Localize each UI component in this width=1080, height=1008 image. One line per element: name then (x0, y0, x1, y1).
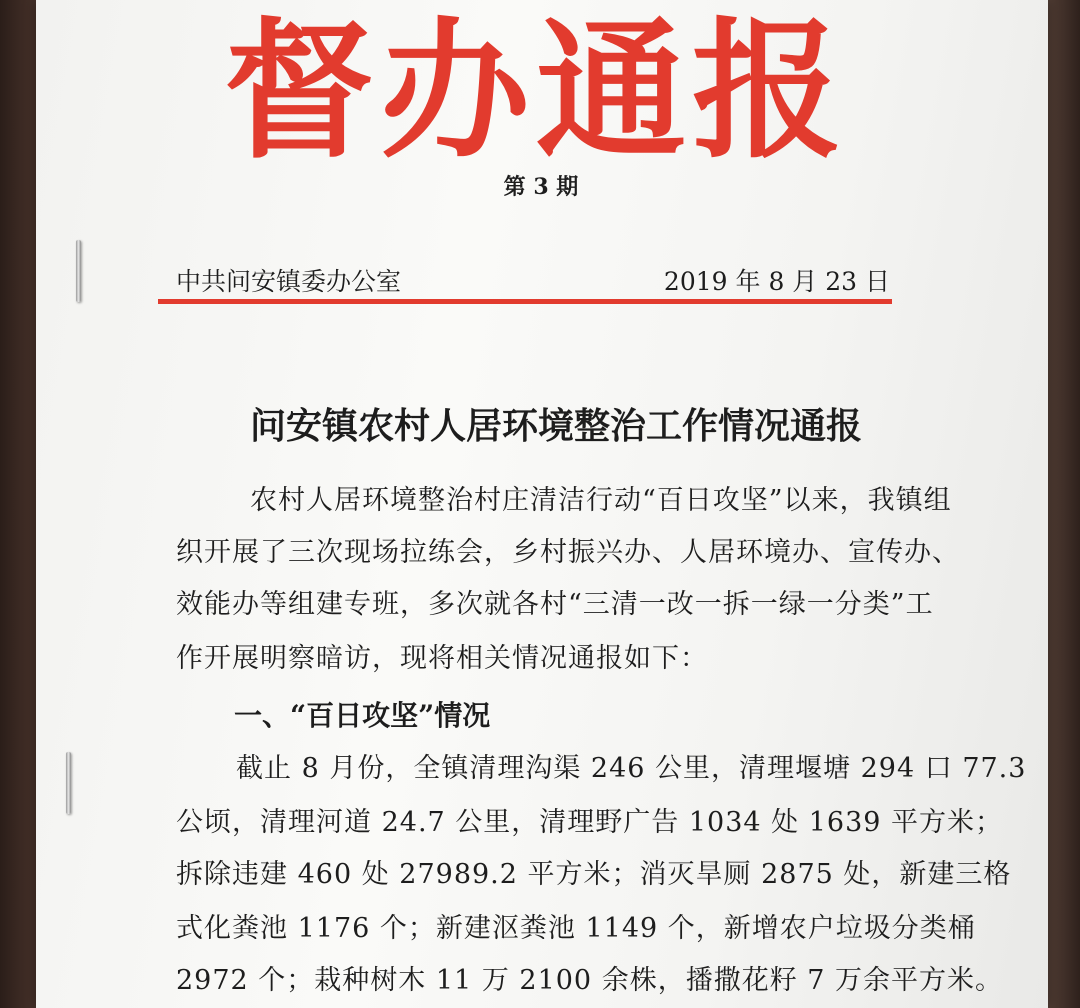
paragraph-line: 式化粪池 1176 个；新建沤粪池 1149 个，新增农户垃圾分类桶 (176, 913, 976, 944)
paragraph-line: 效能办等组建专班，多次就各村“三清一改一拆一绿一分类”工 (176, 589, 934, 620)
paragraph-line: 农村人居环境整治村庄清洁行动“百日攻坚”以来，我镇组 (250, 485, 952, 516)
masthead-title: 督办通报 (223, 5, 848, 179)
section-heading: 一、“百日攻坚”情况 (234, 699, 491, 732)
staple-icon (76, 240, 81, 302)
issue-number: 第 3 期 (503, 174, 579, 200)
staple-icon (66, 752, 71, 814)
document-title: 问安镇农村人居环境整治工作情况通报 (249, 405, 862, 447)
issuing-office: 中共问安镇委办公室 (176, 267, 402, 296)
paragraph-line: 拆除违建 460 处 27989.2 平方米；消灭旱厕 2875 处，新建三格 (176, 859, 1012, 890)
issue-date: 2019 年 8 月 23 日 (663, 267, 890, 296)
red-divider (158, 299, 892, 304)
paragraph-line: 织开展了三次现场拉练会，乡村振兴办、人居环境办、宣传办、 (176, 537, 960, 568)
paragraph-line: 截止 8 月份，全镇清理沟渠 246 公里，清理堰塘 294 口 77.3 (236, 753, 1027, 784)
paragraph-line: 公顷，清理河道 24.7 公里，清理野广告 1034 处 1639 平方米； (176, 807, 1004, 838)
paragraph-line: 作开展明察暗访，现将相关情况通报如下： (176, 643, 708, 674)
document-page (36, 0, 1048, 1008)
paragraph-line: 2972 个；栽种树木 11 万 2100 余株，播撒花籽 7 万余平方米。 (176, 965, 1004, 996)
